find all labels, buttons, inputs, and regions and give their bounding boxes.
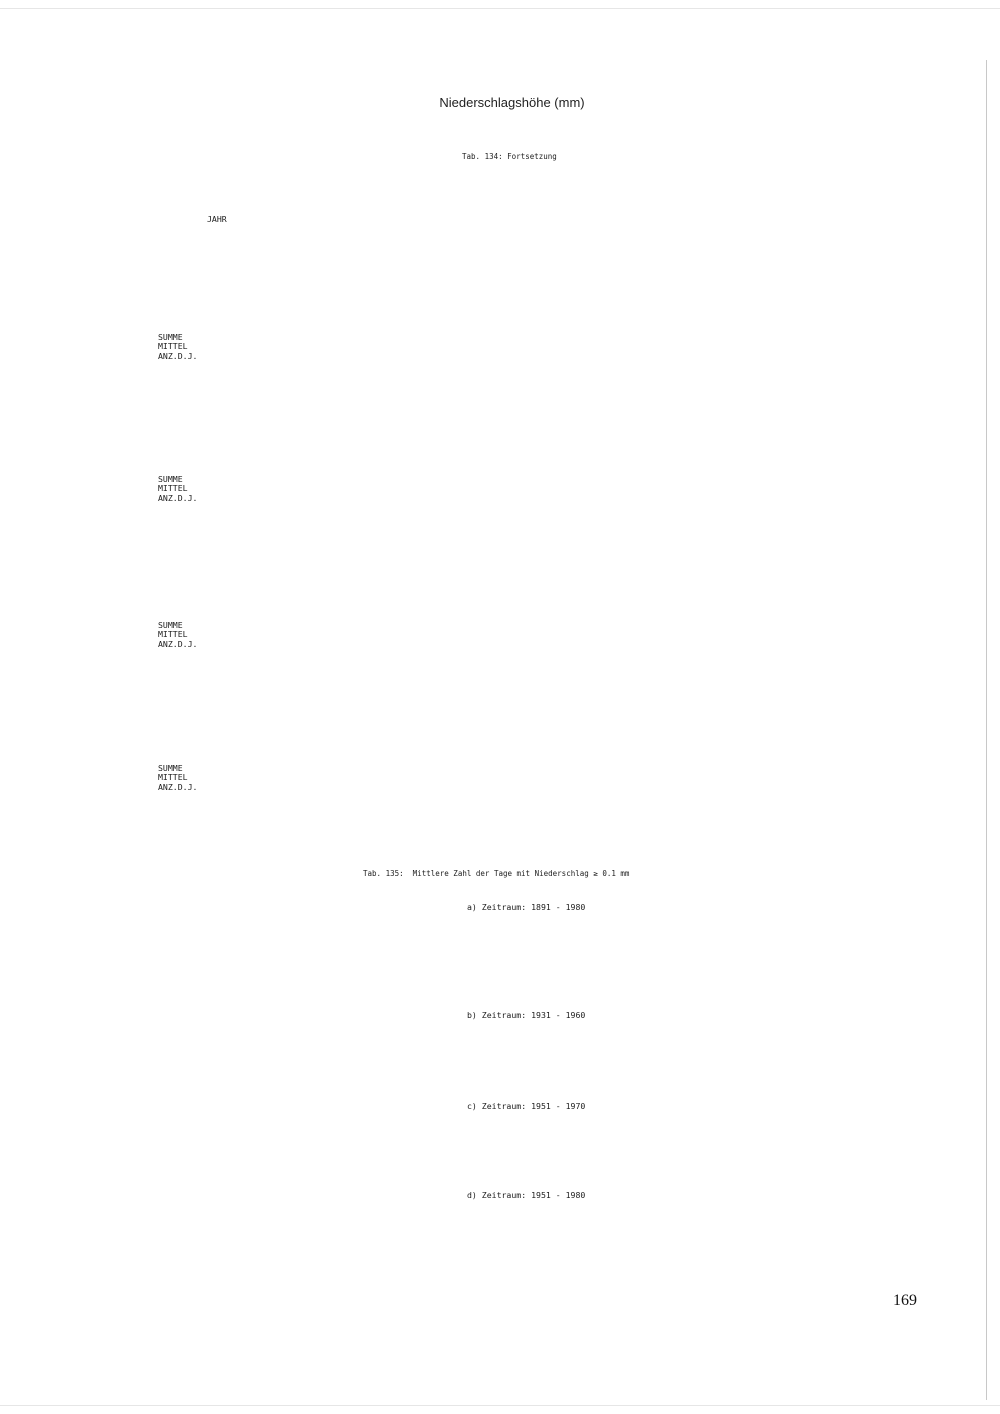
scan-edge-bottom bbox=[0, 1405, 1000, 1406]
row-label-anz: ANZ.D.J. bbox=[158, 782, 198, 792]
row-label-summe: SUMME bbox=[158, 762, 183, 773]
row-label-anz: ANZ.D.J. bbox=[158, 493, 198, 503]
scan-margin-line bbox=[986, 60, 987, 1400]
tab135-caption: Tab. 135: Mittlere Zahl der Tage mit Niederschlag ≥ 0.1 mm bbox=[363, 869, 630, 878]
row-label-summe: SUMME bbox=[158, 331, 183, 342]
page-number: 169 bbox=[893, 1292, 917, 1309]
row-label-mittel: MITTEL bbox=[158, 629, 188, 640]
tab134-caption: Tab. 134: Fortsetzung bbox=[462, 152, 557, 161]
section-caption: a) Zeitraum: 1891 - 1980 bbox=[467, 902, 586, 912]
row-label-anz: ANZ.D.J. bbox=[158, 639, 198, 649]
section-caption: c) Zeitraum: 1951 - 1970 bbox=[467, 1101, 586, 1111]
scan-edge-top bbox=[0, 8, 1000, 9]
row-label-mittel: MITTEL bbox=[158, 772, 188, 783]
row-label-summe: SUMME bbox=[158, 473, 183, 484]
section-caption: d) Zeitraum: 1951 - 1980 bbox=[467, 1190, 586, 1200]
section-caption: b) Zeitraum: 1931 - 1960 bbox=[467, 1010, 586, 1020]
row-label-mittel: MITTEL bbox=[158, 341, 188, 352]
header-jahr: JAHR bbox=[207, 214, 227, 224]
row-label-mittel: MITTEL bbox=[158, 483, 188, 494]
page-title: Niederschlagshöhe (mm) bbox=[439, 95, 585, 110]
row-label-anz: ANZ.D.J. bbox=[158, 351, 198, 361]
row-label-summe: SUMME bbox=[158, 619, 183, 630]
